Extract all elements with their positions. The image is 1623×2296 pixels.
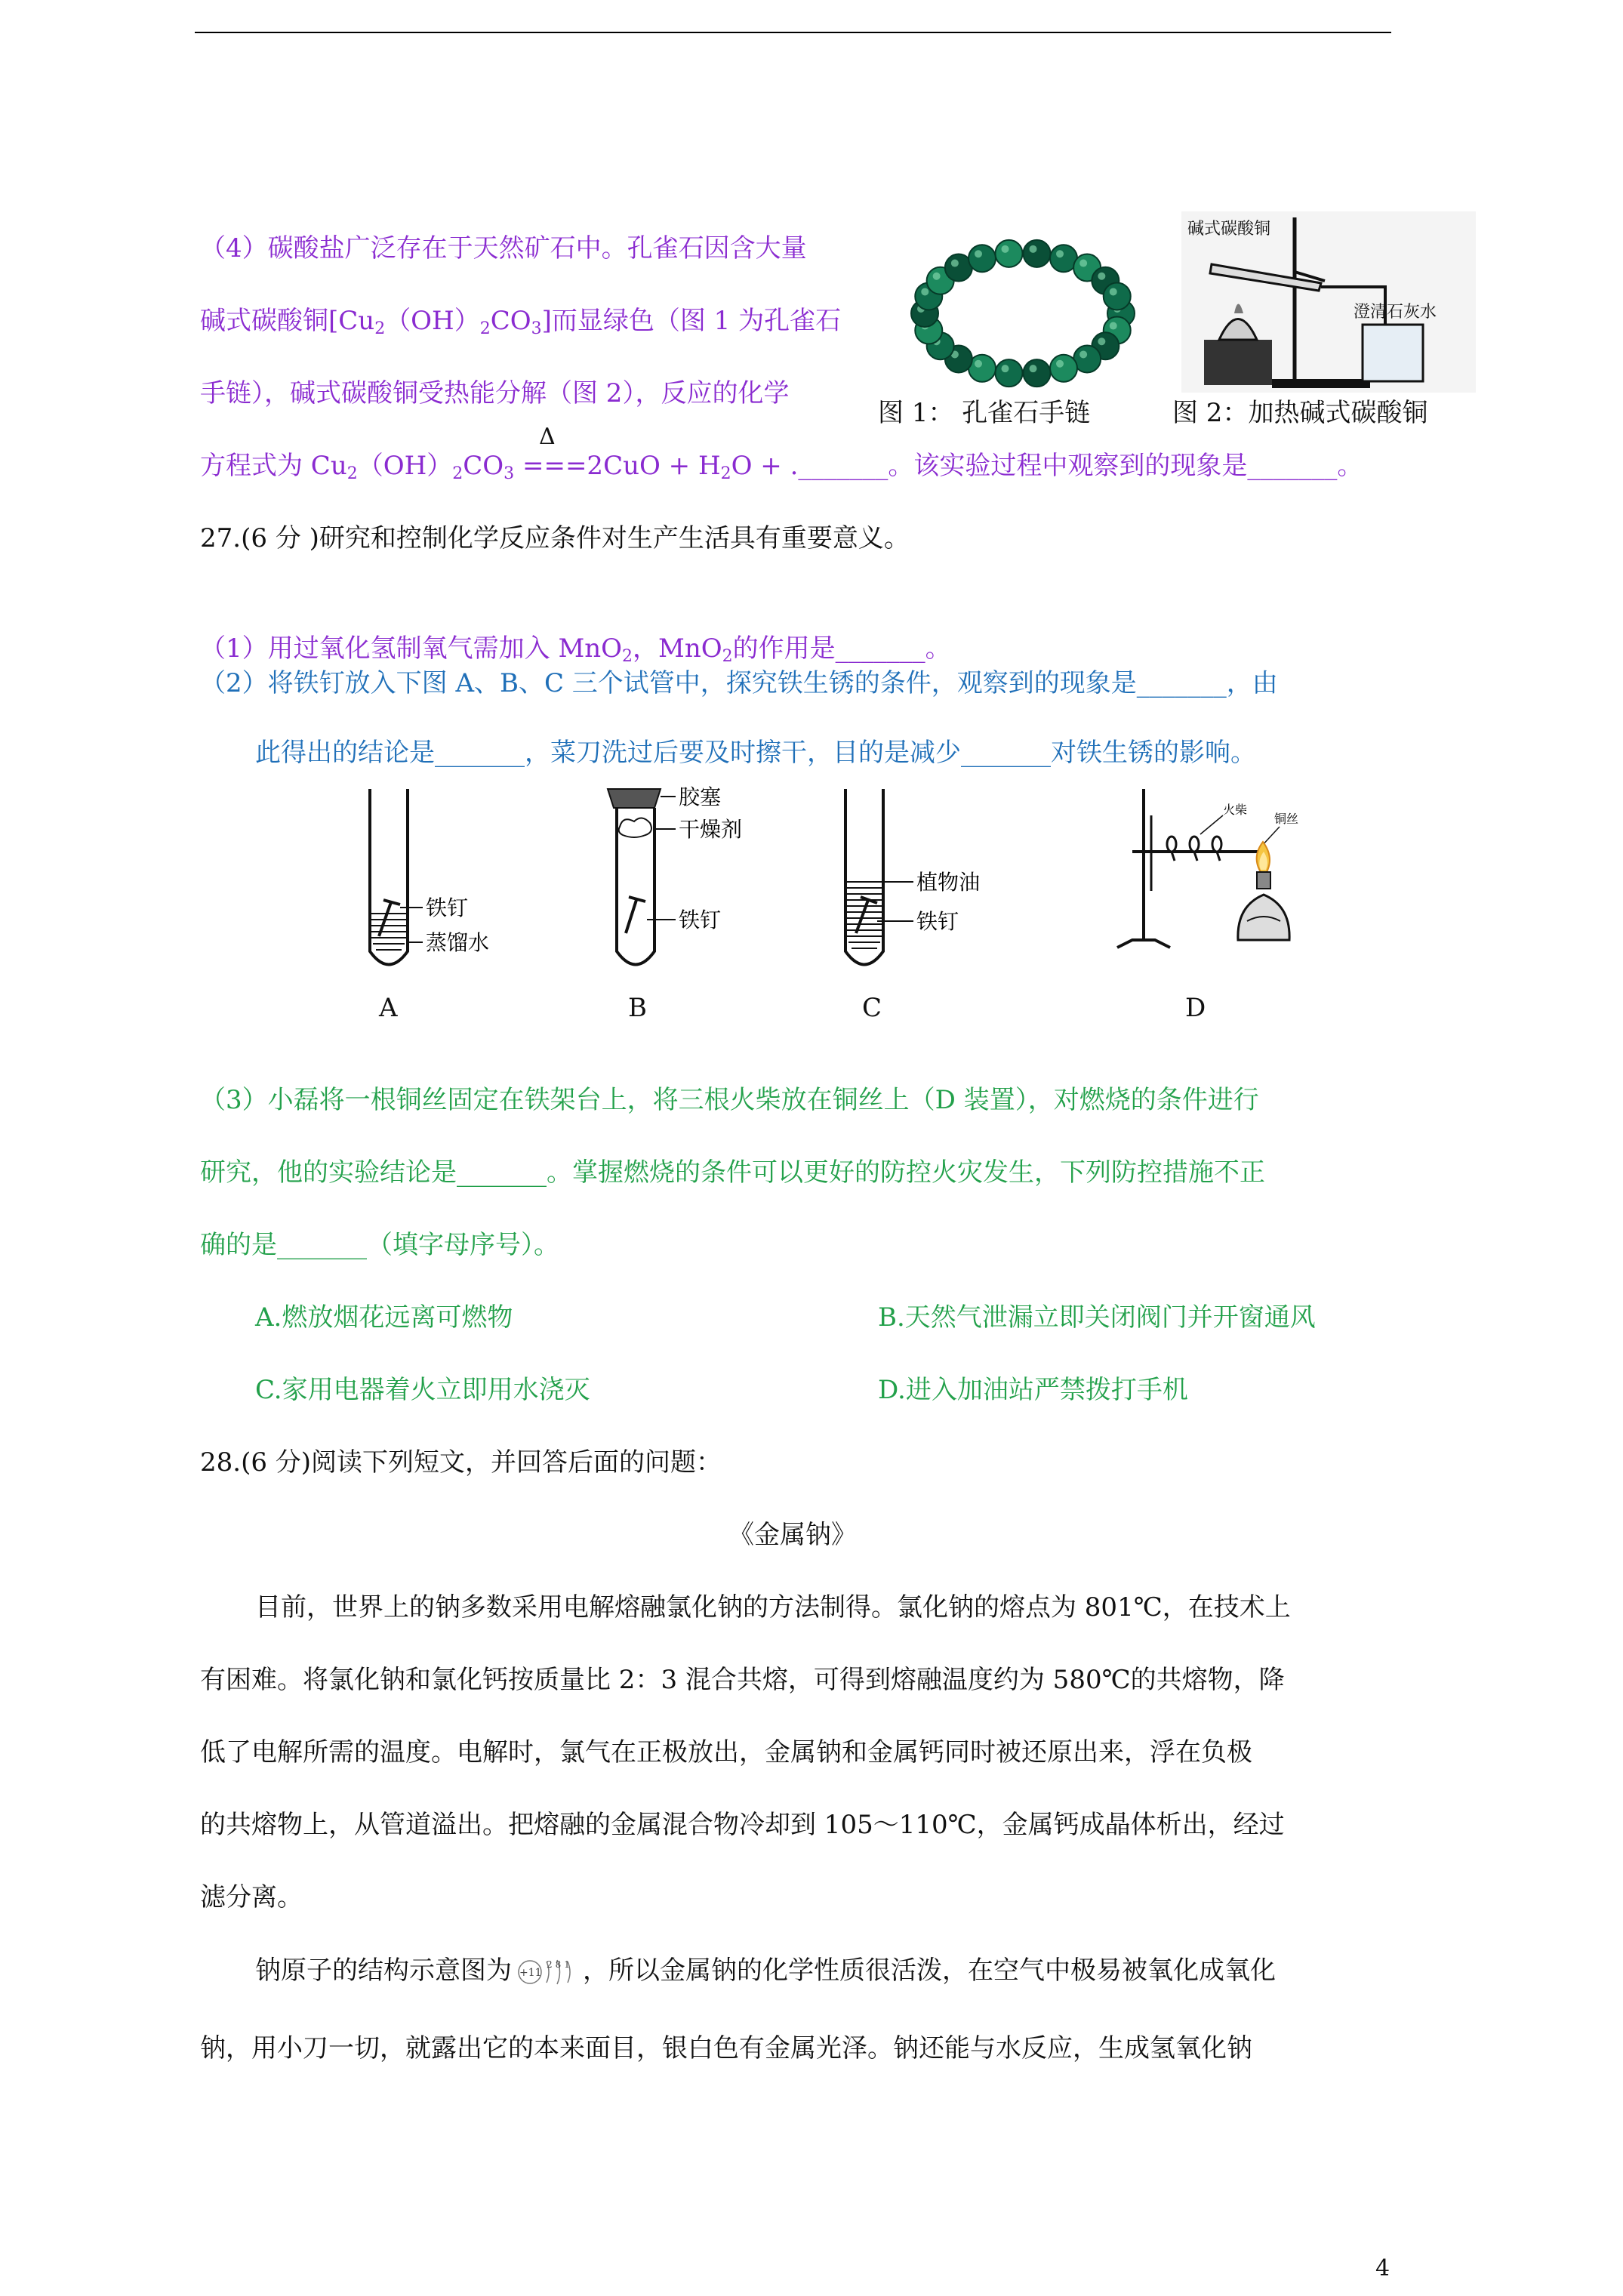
bracelet-bead [969, 245, 996, 272]
option-d: D.进入加油站严禁拨打手机 [878, 1375, 1188, 1405]
bead-highlight [1079, 260, 1087, 267]
bead-highlight [1030, 365, 1037, 372]
q28-header: 28.(6 分)阅读下列短文，并回答后面的问题： [200, 1447, 722, 1478]
bead-highlight [921, 288, 929, 295]
bead-highlight [1110, 288, 1117, 295]
bead-highlight [975, 360, 982, 368]
fig2-label-right: 澄清石灰水 [1354, 303, 1437, 322]
tube-b-label-stopper: 胶塞 [679, 785, 722, 809]
tube-a-diagram [355, 785, 566, 982]
q26-4-equation-line: 方程式为 $Cu_2(OH)_2CO_3$ Δ $===2CuO + H_2O$ + ._______。该实验过程中观察到的现象是_______。 [200, 424, 1363, 483]
bead-highlight [1098, 337, 1105, 345]
q28-para1-line3: 低了电解所需的温度。电解时，氯气在正极放出，金属钠和金属钙同时被还原出来，浮在负极 [200, 1737, 1252, 1767]
tube-c-letter: C [862, 993, 882, 1023]
bracelet-bead [1024, 240, 1051, 267]
option-a: A.燃放烟花远离可燃物 [255, 1302, 513, 1333]
bracelet-bead [1050, 355, 1077, 382]
heating-apparatus-image [1181, 211, 1476, 393]
tube-b-label-nail: 铁钉 [679, 908, 722, 932]
malachite-bracelet-image [906, 234, 1140, 393]
bead-highlight [933, 273, 941, 280]
q27-part3-line3: 确的是_______（填字母序号）。 [200, 1230, 559, 1260]
q28-para1-line4: 的共熔物上，从管道溢出。把熔融的金属混合物冷却到 105～110℃，金属钙成晶体析出，经过 [200, 1810, 1285, 1840]
q27-part3-line2: 研究，他的实验结论是_______。掌握燃烧的条件可以更好的防控火灾发生，下列防控措施不正 [200, 1157, 1265, 1188]
bracelet-bead [995, 359, 1022, 387]
tube-a-label-nail: 铁钉 [426, 895, 469, 920]
bead-highlight [975, 250, 982, 257]
q27-part2-line2: 此得出的结论是_______，菜刀洗过后要及时擦干，目的是减少_______对铁生锈的影响。 [255, 738, 1256, 768]
option-c: C.家用电器着火立即用水浇灭 [255, 1375, 590, 1405]
apparatus-d-diagram [1110, 785, 1336, 982]
bead-highlight [1001, 365, 1009, 372]
bracelet-bead [1104, 282, 1131, 310]
tube-b-label-desiccant: 干燥剂 [679, 817, 743, 842]
q27-part1: （1）用过氧化氢制氧气需加入 MnO$_2$，MnO$_2$的作用是_______。 [200, 633, 951, 666]
bead-highlight [1098, 273, 1105, 280]
tube-c-label-oil: 植物油 [916, 870, 981, 895]
tube-c-diagram [830, 785, 1042, 982]
delta-symbol: Δ [538, 424, 556, 450]
bead-highlight [1056, 360, 1064, 368]
tube-b-diagram [600, 785, 796, 982]
q28-para2-line2: 钠，用小刀一切，就露出它的本来面目，银白色有金属光泽。钠还能与水反应，生成氢氧化钠 [200, 2033, 1252, 2063]
atom-nucleus-label: +11 [519, 1967, 542, 1979]
q26-4-line3: 手链），碱式碳酸铜受热能分解（图 2），反应的化学 [200, 378, 790, 408]
bead-highlight [1079, 350, 1087, 358]
q28-article-title: 《金属钠》 [728, 1520, 857, 1550]
bracelet-bead [995, 240, 1022, 267]
tube-a-label-water: 蒸馏水 [426, 930, 490, 955]
q27-part3-line1: （3）小磊将一根铜丝固定在铁架台上，将三根火柴放在铜丝上（D 装置），对燃烧的条件进行 [200, 1085, 1259, 1115]
q26-4-line1: （4）碳酸盐广泛存在于天然矿石中。孔雀石因含大量 [200, 233, 807, 264]
figure-1-caption: 图 1： 孔雀石手链 [878, 398, 1091, 428]
sodium-atom-diagram [513, 1957, 581, 1987]
bead-highlight [951, 260, 959, 267]
bead-highlight [1030, 245, 1037, 253]
tube-c-label-nail: 铁钉 [916, 909, 959, 934]
tube-a-letter: A [379, 993, 398, 1023]
fig2-label-top: 碱式碳酸铜 [1187, 220, 1271, 239]
q26-4-line2: 碱式碳酸铜$[Cu_2(OH)_2CO_3]$而显绿色（图 1 为孔雀石 [200, 306, 842, 338]
figure-1-bracelet [906, 234, 1140, 393]
apparatus-d-label-match: 火柴 [1223, 803, 1248, 817]
page-number: 4 [1375, 2255, 1390, 2282]
bracelet-bead [1024, 359, 1051, 387]
apparatus-d-letter: D [1185, 993, 1206, 1023]
q27-part2-line1: （2）将铁钉放入下图 A、B、C 三个试管中，探究铁生锈的条件，观察到的现象是_______，由 [200, 668, 1278, 698]
atom-shell-electrons: 281 [547, 1959, 573, 1970]
bead-highlight [1110, 322, 1117, 330]
tube-b-letter: B [628, 993, 647, 1023]
figure-2-caption: 图 2：加热碱式碳酸铜 [1172, 398, 1428, 428]
bead-highlight [1001, 245, 1009, 253]
apparatus-d-label-wire: 铜丝 [1274, 812, 1299, 826]
header-rule [195, 32, 1391, 33]
bead-highlight [1056, 250, 1064, 257]
q27-header: 27.(6 分 )研究和控制化学反应条件对生产生活具有重要意义。 [200, 523, 910, 553]
q28-para1-line1: 目前，世界上的钠多数采用电解熔融氯化钠的方法制得。氯化钠的熔点为 801℃，在技术上 [255, 1592, 1291, 1623]
q28-para1-line2: 有困难。将氯化钠和氯化钙按质量比 2：3 混合共熔，可得到熔融温度约为 580℃的共熔物，降 [200, 1665, 1285, 1695]
q28-para2-line1: 钠原子的结构示意图为 +11 281 ，所以金属钠的化学性质很活泼，在空气中极易被氧化成氧化 [255, 1955, 1276, 1986]
figure-2-apparatus [1181, 211, 1476, 393]
q28-para1-line5: 滤分离。 [200, 1882, 303, 1912]
option-b: B.天然气泄漏立即关闭阀门并开窗通风 [878, 1302, 1316, 1333]
